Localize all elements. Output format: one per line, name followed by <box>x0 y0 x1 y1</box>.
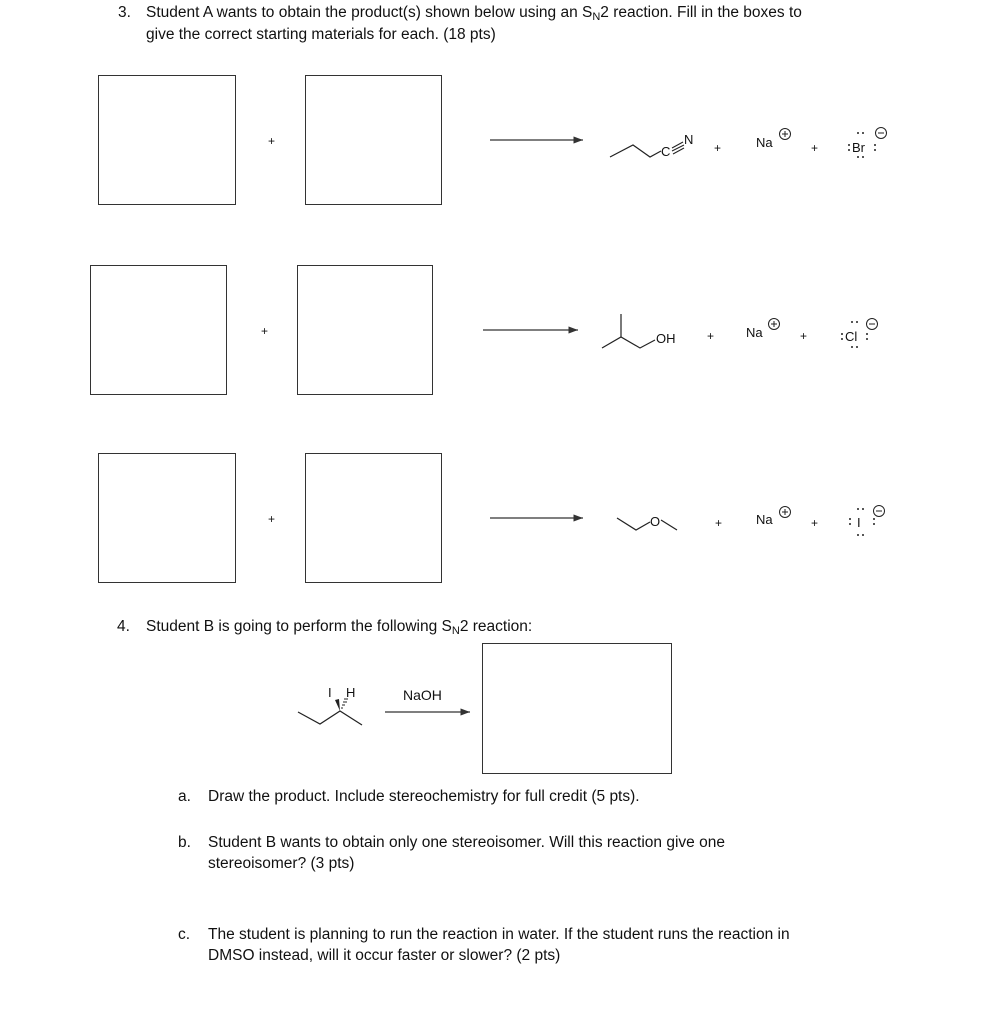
part-a-text: Draw the product. Include stereochemistry for full credit (5 pts). <box>208 788 640 805</box>
chloride-anion: Cl <box>845 329 858 344</box>
butyl-chain <box>610 145 661 157</box>
q3-text: Student A wants to obtain the product(s) shown below using an S <box>146 4 593 21</box>
hydrogen-atom: H <box>346 685 356 700</box>
plus-sign: + <box>811 516 819 530</box>
q4-text: Student B is going to perform the following S <box>146 618 452 635</box>
atom-n: N <box>684 132 694 147</box>
part-c-text-1: The student is planning to run the reaction in water. If the student runs the reaction in <box>208 926 790 943</box>
oxygen-atom: O <box>650 514 661 529</box>
part-b-text-1: Student B wants to obtain only one stereoisomer. Will this reaction give one <box>208 834 725 851</box>
part-a-letter: a. <box>178 788 191 805</box>
question-3-number: 3. <box>118 4 131 21</box>
hydroxyl-group: OH <box>656 331 676 346</box>
part-b-letter: b. <box>178 834 191 851</box>
sec-butyl-iodide-skeleton <box>298 711 362 725</box>
bromide-anion: Br <box>852 140 865 155</box>
sodium-cation: Na <box>756 135 773 150</box>
plus-sign: + <box>715 516 723 530</box>
q4-text-end: 2 reaction: <box>459 618 533 635</box>
plus-sign: + <box>707 329 715 343</box>
iodide-anion: I <box>857 515 861 530</box>
part-c-text-2: DMSO instead, will it occur faster or slower? (2 pts) <box>208 947 561 964</box>
q4-subscript: N <box>451 625 460 637</box>
atom-c: C <box>661 144 671 159</box>
lone-pairs <box>849 508 875 536</box>
isobutyl-skeleton <box>602 337 655 348</box>
iodine-atom: I <box>328 685 332 700</box>
question-4-text <box>146 616 532 642</box>
q3-text-end: 2 reaction. Fill in the boxes to <box>600 4 802 21</box>
negative-charge-icon <box>867 319 878 330</box>
q3-subscript: N <box>592 11 601 23</box>
plus-sign: + <box>261 324 269 338</box>
negative-charge-icon <box>874 506 885 517</box>
sodium-cation: Na <box>746 325 763 340</box>
positive-charge-icon <box>769 319 780 330</box>
triple-bond <box>672 142 683 148</box>
reagent-naoh: NaOH <box>403 687 442 703</box>
positive-charge-icon <box>780 507 791 518</box>
positive-charge-icon <box>780 129 791 140</box>
plus-sign: + <box>800 329 808 343</box>
hash-bond <box>341 699 348 708</box>
plus-sign: + <box>714 141 722 155</box>
negative-charge-icon <box>876 128 887 139</box>
part-b-text-2: stereoisomer? (3 pts) <box>208 855 355 872</box>
ether-skeleton <box>617 518 650 530</box>
question-4-number: 4. <box>117 618 130 635</box>
sodium-cation: Na <box>756 512 773 527</box>
question-3-line-2: give the correct starting materials for each. (18 pts) <box>146 26 496 43</box>
plus-sign: + <box>268 134 276 148</box>
wedge-bond <box>335 699 340 711</box>
part-c-letter: c. <box>178 926 191 943</box>
plus-sign: + <box>811 141 819 155</box>
plus-sign: + <box>268 512 276 526</box>
